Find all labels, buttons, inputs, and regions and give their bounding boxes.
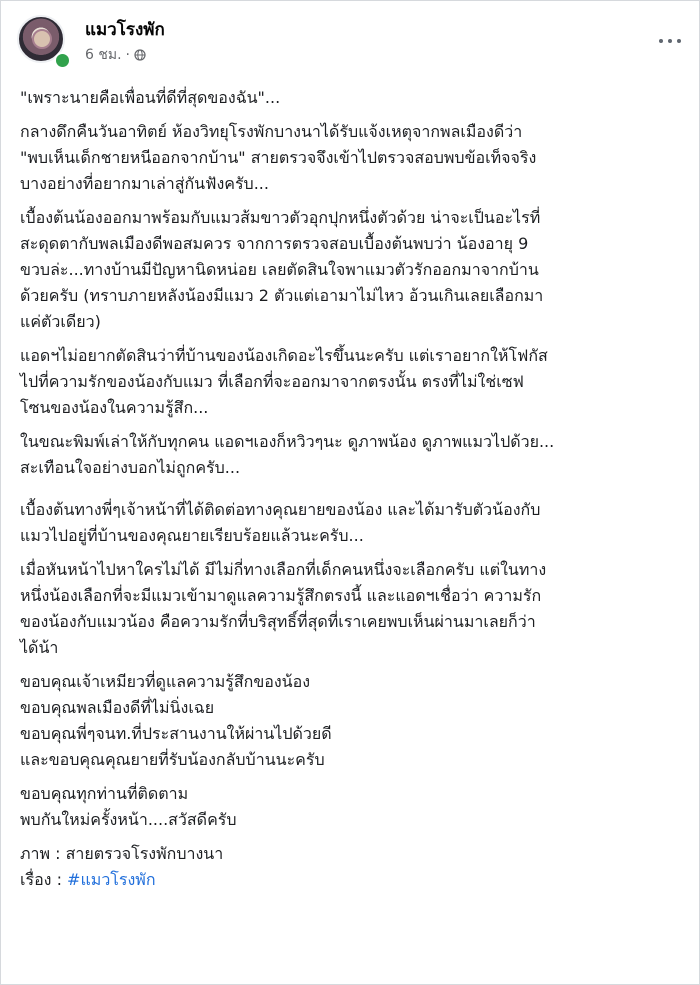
story-line [20,867,688,893]
post-paragraph: กลางดึกคืนวันอาทิตย์ ห้องวิทยุโรงพักบางนาได้รับแจ้งเหตุจากพลเมืองดีว่า "พบเห็นเด็กชายหนีออกจากบ้าน" สายตรวจจึงเข้าไปตรวจสอบพบข้อเท็จจริง บางอย่างที่อยากมาเล่าสู่กันฟังครับ... [20,122,537,193]
globe-icon [134,49,146,61]
post-meta [85,44,146,66]
photo-credit: ภาพ : สายตรวจโรงพักบางนา [20,844,224,863]
post-paragraph: เบื้องต้นน้องออกมาพร้อมกับแมวส้มขาวตัวอุกปุกหนึ่งตัวด้วย น่าจะเป็นอะไรที่ สะดุดตากับพลเมืองดีพอสมควร จากการตรวจสอบเบื้องต้นพบว่า น้องอายุ 9 ขวบล่ะ...ทางบ้านมีปัญหานิดหน่อย เลยตัดสินใจพาแมวตัวรักออกมาจากบ้าน ด้วยครับ (ทราบภายหลังน้องมีแมว 2 ตัวแต่เอามาไม่ไหว อ้วนเกินเลยเลือกมา แค่ตัวเดียว) [20,208,544,331]
post-paragraph: ในขณะพิมพ์เล่าให้กับทุกคน แอดฯเองก็หวิวๆนะ ดูภาพน้อง ดูภาพแมวไปด้วย... สะเทือนใจอย่างบอกไม่ถูกครับ... [20,432,555,477]
more-options-icon[interactable] [657,31,683,51]
hashtag-link[interactable]: #แมวโรงพัก [67,870,156,889]
post-paragraph: แอดฯไม่อยากตัดสินว่าที่บ้านของน้องเกิดอะไรขึ้นนะครับ แต่เราอยากให้โฟกัส ไปที่ความรักของน้องกับแมว ที่เลือกที่จะออกมาจากตรงนั้น ตรงที่ไม่ใช่เซฟ โซนของน้องในความรู้สึก... [20,346,548,417]
meta-separator: · [125,47,130,63]
post-text [20,85,688,901]
post-paragraph: เบื้องต้นทางพี่ๆเจ้าหน้าที่ได้ติดต่อทางคุณยายของน้อง และได้มารับตัวน้องกับ แมวไปอยู่ที่บ้านของคุณยายเรียบร้อยแล้วนะครับ... [20,500,541,545]
post-paragraph: เมื่อหันหน้าไปหาใครไม่ได้ มีไม่กี่ทางเลือกที่เด็กคนหนึ่งจะเลือกครับ แต่ในทาง หนึ่งน้องเลือกที่จะมีแมวเข้ามาดูแลความรู้สึกตรงนี้ และแอดฯเชื่อว่า ความรัก ของน้องกับแมวน้อง คือความรักที่บริสุทธิ์ที่สุดที่เราเคยพบเห็นผ่านมาเลยก็ว่า ได้น้า [20,560,547,657]
post-header [17,15,683,67]
post-paragraph: ขอบคุณทุกท่านที่ติดตาม พบกันใหม่ครั้งหน้า....สวัสดีครับ [20,784,237,829]
story-label: เรื่อง : [20,870,68,889]
page-name-link[interactable]: แมวโรงพัก [85,20,165,40]
page-avatar[interactable] [17,15,69,67]
post-paragraph: ขอบคุณเจ้าเหมียวที่ดูแลความรู้สึกของน้อง ขอบคุณพลเมืองดีที่ไม่นิ่งเฉย ขอบคุณพี่ๆจนท.ที่ประสานงานให้ผ่านไปด้วยดี และขอบคุณคุณยายที่รับน้องกลับบ้านนะครับ [20,672,332,769]
online-status-dot [54,52,71,69]
post-paragraph: "เพราะนายคือเพื่อนที่ดีที่สุดของฉัน"... [20,88,281,107]
post-timestamp[interactable]: 6 ชม. [85,47,122,63]
